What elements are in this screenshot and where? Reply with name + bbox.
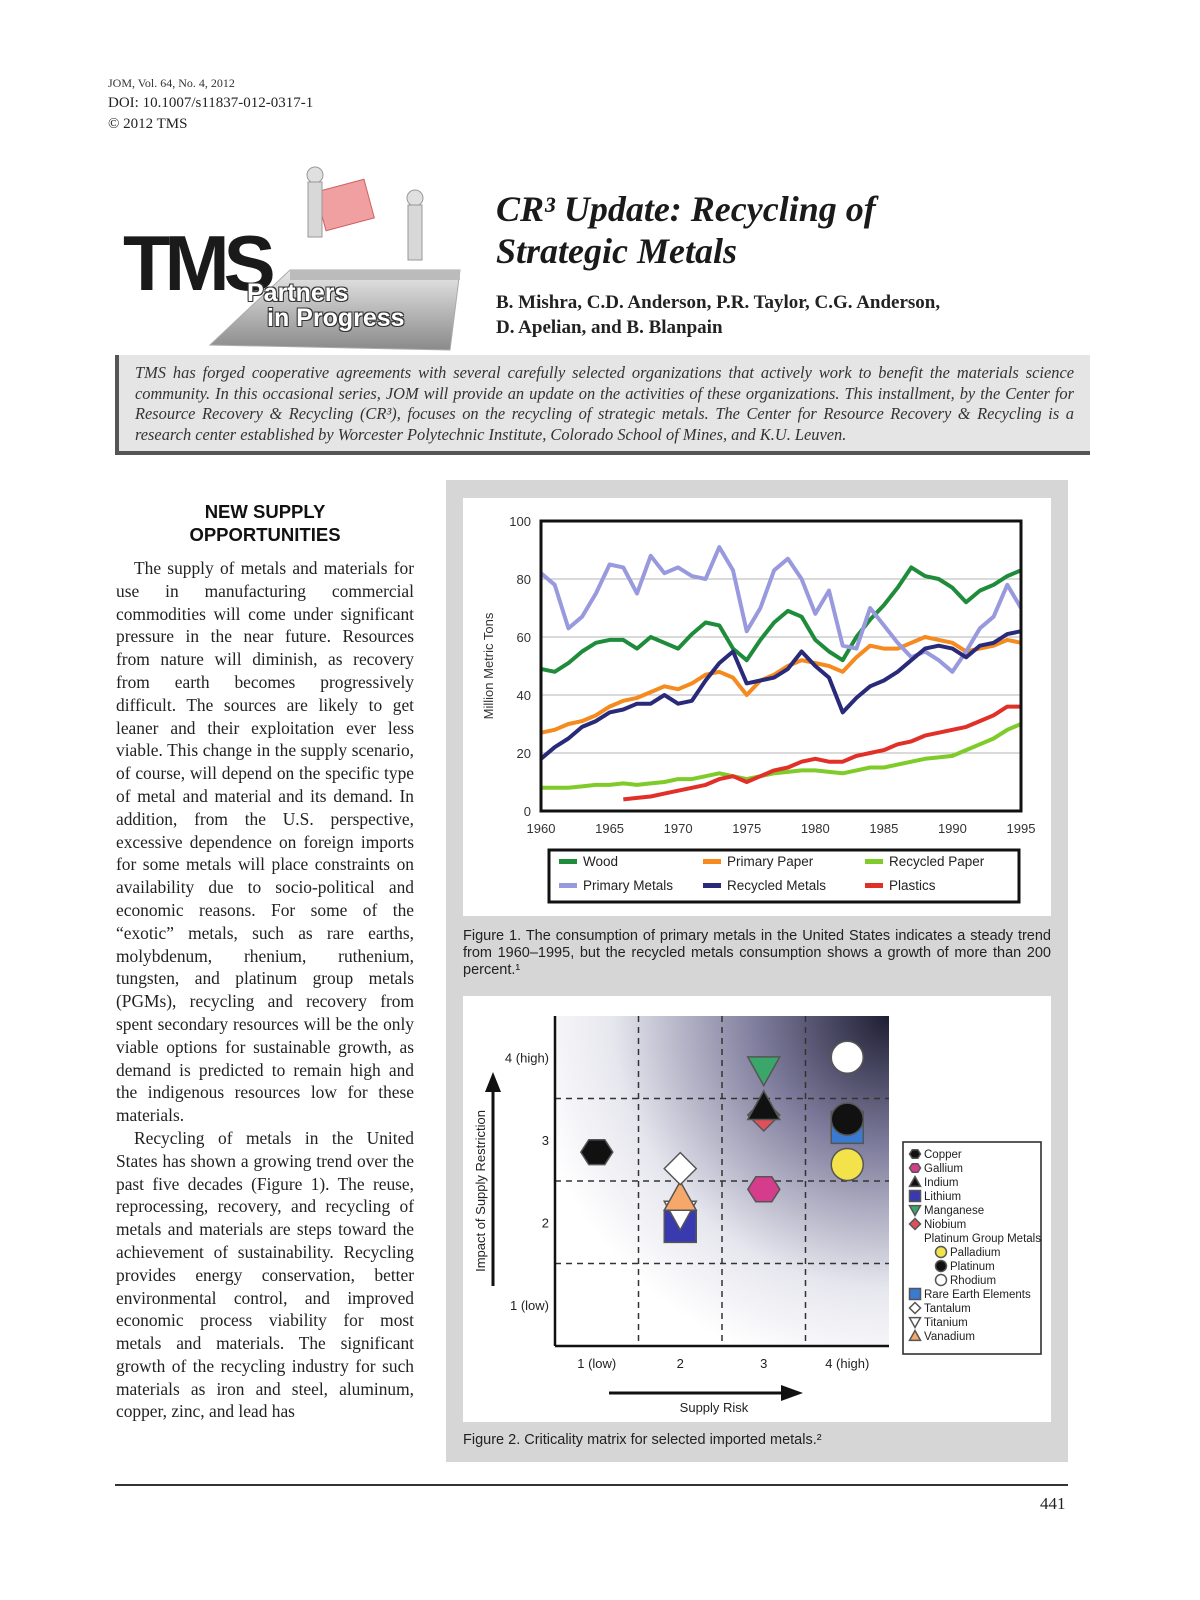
figure-2-caption: Figure 2. Criticality matrix for selected imported metals.² [463, 1432, 822, 1448]
matrix-point [831, 1041, 863, 1073]
legend-label: Titanium [924, 1317, 968, 1329]
figure-2 [463, 996, 1051, 1422]
page-number: 441 [1040, 1494, 1066, 1513]
intro-text: TMS has forged cooperative agreements with several carefully selected organizations that actively work to benefit the materials science community. In this occasional series, JOM will provide an update on the activities of these organizations. This installment, by the Center for Resource Recovery & Recycling (CR³), focuses on the recycling of strategic metals. The Center for Resource Recovery & Recycling is a research center established by Worcester Polytechnic Institute, Colorado School of Mines, and K.U. Leuven. [135, 363, 1074, 444]
legend-label: Plastics [889, 878, 936, 893]
matrix-point [831, 1103, 863, 1135]
title-line-1: CR³ Update: Recycling of [496, 189, 876, 229]
x-tick-label: 1990 [937, 821, 967, 836]
legend-label: Rhodium [950, 1275, 997, 1287]
section-heading-line-2: OPPORTUNITIES [189, 524, 341, 545]
x-tick-label: 2 [676, 1356, 684, 1371]
x-tick-label: 1985 [869, 821, 899, 836]
matrix-point [748, 1177, 780, 1202]
legend-marker [910, 1191, 921, 1202]
y-tick-label: 100 [509, 514, 531, 529]
x-tick-label: 1980 [800, 821, 830, 836]
figure-2-criticality-matrix [463, 996, 1051, 1422]
legend-swatch [703, 883, 721, 888]
legend-swatch [703, 859, 721, 864]
title-line-2: Strategic Metals [496, 231, 737, 271]
legend-label: Manganese [924, 1205, 985, 1217]
y-tick-label: 40 [516, 688, 531, 703]
x-tick-label: 3 [760, 1356, 768, 1371]
logo-partners: Partners [247, 279, 349, 307]
legend-swatch [865, 859, 883, 864]
y-tick-label: 4 (high) [504, 1050, 549, 1066]
y-tick-label: 1 (low) [509, 1297, 549, 1313]
y-tick-label: 80 [516, 572, 531, 587]
section-heading [120, 500, 410, 546]
x-axis-label: Supply Risk [679, 1400, 749, 1415]
authors-line-1: B. Mishra, C.D. Anderson, P.R. Taylor, C.G. Anderson, [496, 292, 941, 313]
body-column [116, 557, 414, 1423]
legend-marker [936, 1247, 947, 1258]
legend-marker [910, 1150, 921, 1159]
y-tick-label: 3 [541, 1132, 549, 1148]
x-tick-label: 1995 [1006, 821, 1036, 836]
x-tick-label: 1960 [526, 821, 556, 836]
figure-1 [463, 498, 1051, 916]
section-heading-line-1: NEW SUPPLY [204, 501, 326, 522]
tms-partners-logo [115, 160, 475, 360]
legend-swatch [865, 883, 883, 888]
series-line [541, 637, 1021, 733]
legend-marker [936, 1275, 947, 1286]
legend-label: Tantalum [924, 1303, 971, 1315]
legend-label: Recycled Paper [889, 854, 985, 869]
authors-line-2: D. Apelian, and B. Blanpain [496, 317, 723, 338]
legend-swatch [559, 859, 577, 864]
logo-in-progress: in Progress [267, 304, 405, 332]
legend-swatch [559, 883, 577, 888]
series-line [541, 547, 1021, 672]
legend-label: Indium [924, 1177, 959, 1189]
legend-marker [936, 1261, 947, 1272]
x-tick-label: 1975 [732, 821, 762, 836]
body-paragraph-1: The supply of metals and materials for use in manufacturing commercial commodities will come under significant pressure in the near future. Resources from nature will diminish, as recovery from earth becomes progressively difficult. The sources are likely to get leaner and their exploitation ever less viable. This change in the supply scenario, of course, will depend on the specific type of metal and material and its demand. In addition, from the U.S. perspective, excessive dependence on foreign imports for some metals will place constraints on availability due to socio-political and economic reasons. For some of the “exotic” metals, such as rare earths, molybdenum, rhenium, ruthenium, tungsten, and platinum group metals (PGMs), recycling and recovery from spent secondary resources will be the only viable options for sustainable growth, as demand is predicted to remain high and the indigenous resources low for these materials. [116, 558, 414, 1126]
x-arrowhead [781, 1385, 803, 1401]
matrix-point [831, 1149, 863, 1181]
legend-marker [910, 1289, 921, 1300]
legend-label: Gallium [924, 1163, 963, 1175]
x-tick-label: 1 (low) [577, 1356, 617, 1371]
x-tick-label: 4 (high) [825, 1356, 870, 1371]
legend-label: Copper [924, 1149, 962, 1161]
y-tick-label: 2 [541, 1215, 549, 1231]
y-axis-label: Impact of Supply Restriction [473, 1110, 488, 1272]
legend-label: Niobium [924, 1219, 967, 1231]
legend-marker [910, 1164, 921, 1173]
y-axis-label: Million Metric Tons [481, 612, 496, 720]
legend-label: Rare Earth Elements [924, 1289, 1031, 1301]
figure-1-caption: Figure 1. The consumption of primary metals in the United States indicates a steady trend from 1960–1995, but the recycled metals consumption shows a growth of more than 200 percent.¹ [463, 928, 1051, 978]
legend-label: Platinum Group Metals [924, 1233, 1041, 1245]
intro-box [115, 355, 1090, 455]
y-tick-label: 60 [516, 630, 531, 645]
journal-citation: JOM, Vol. 64, No. 4, 2012 [108, 76, 235, 90]
legend-label: Lithium [924, 1191, 962, 1203]
x-tick-label: 1965 [595, 821, 625, 836]
footer-rule [115, 1484, 1068, 1486]
legend-label: Primary Metals [583, 878, 674, 893]
legend-label: Platinum [950, 1261, 995, 1273]
series-line [541, 724, 1021, 788]
legend-label: Vanadium [924, 1331, 975, 1343]
legend-label: Wood [583, 854, 619, 869]
doi-line: DOI: 10.1007/s11837-012-0317-1 [108, 95, 314, 111]
x-tick-label: 1970 [663, 821, 693, 836]
legend-label: Palladium [950, 1247, 1001, 1259]
legend-label: Recycled Metals [727, 878, 827, 893]
chart-legend [549, 850, 1019, 902]
y-tick-label: 20 [516, 746, 531, 761]
article-authors [496, 290, 1096, 340]
y-arrowhead [485, 1072, 501, 1092]
matrix-point [581, 1140, 613, 1165]
article-title [496, 188, 1096, 272]
copyright-line: © 2012 TMS [108, 116, 188, 132]
figure-1-line-chart [463, 498, 1051, 916]
matrix-legend [903, 1142, 1041, 1354]
body-paragraph-2: Recycling of metals in the United States has shown a growing trend over the past five decades (Figure 1). The reuse, reprocessing, recovery, and recycling of metals and materials are steps toward the achievement of sustainability. Recycling provides energy conservation, better environmental control, and improved economic process viability for most metals and materials. The significant growth of the recycling industry for such materials as iron and steel, aluminum, copper, zinc, and lead has [116, 1127, 414, 1422]
tms-wordmark: TMS [123, 219, 270, 307]
series-line [541, 567, 1021, 671]
y-tick-label: 0 [523, 804, 531, 819]
legend-label: Primary Paper [727, 854, 814, 869]
